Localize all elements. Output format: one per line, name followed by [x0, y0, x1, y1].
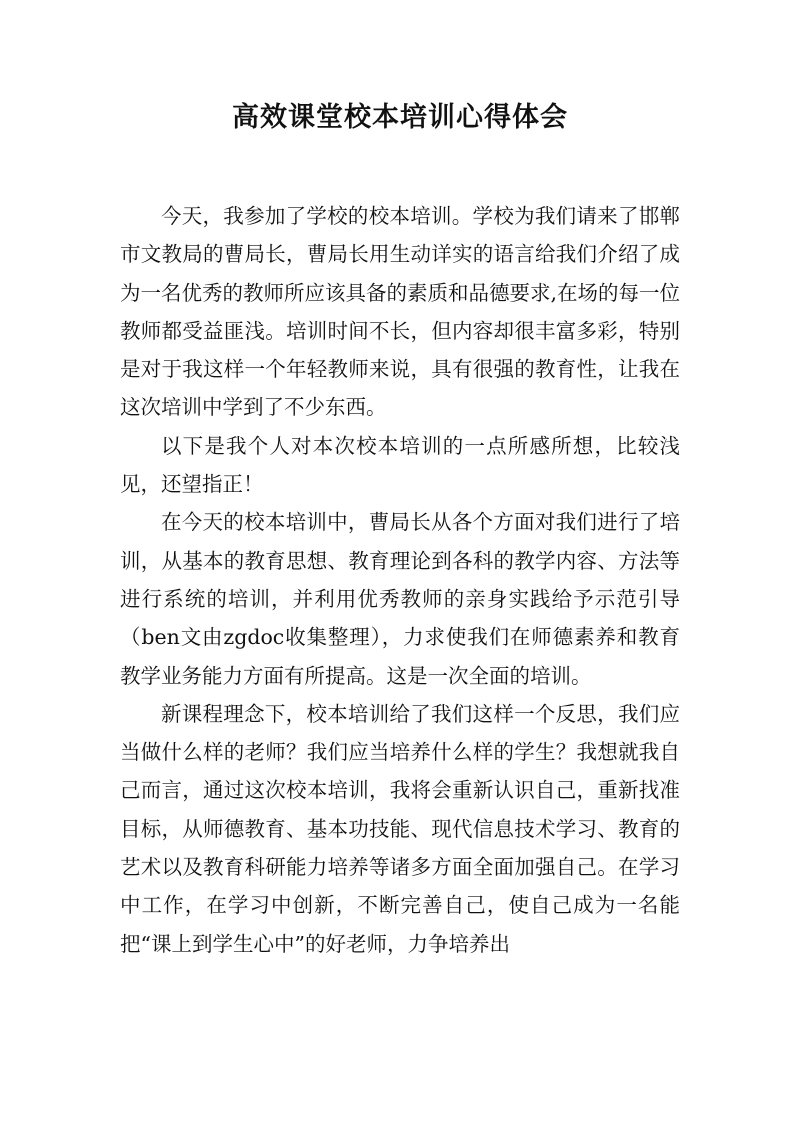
paragraph-1: 今天，我参加了学校的校本培训。学校为我们请来了邯郸市文教局的曹局长，曹局长用生动详实的语言给我们介绍了成为一名优秀的教师所应该具备的素质和品德要求,在场的每一位教师都受益匪浅。培训时间不长，但内容却很丰富多彩，特别是对于我这样一个年轻教师来说，具有很强的教育性，让我在这次培训中学到了不少东西。 [120, 204, 681, 420]
document-title: 高效课堂校本培训心得体会 [232, 102, 568, 133]
paragraph-2: 以下是我个人对本次校本培训的一点所感所想，比较浅见，还望指正！ [120, 433, 680, 497]
document-body [120, 197, 680, 963]
paragraph-3: 在今天的校本培训中，曹局长从各个方面对我们进行了培训，从基本的教育思想、教育理论到各科的教学内容、方法等进行系统的培训，并利用优秀教师的亲身实践给予示范引导（ben文由zgdoc收集整理），力求使我们在师德素养和教育教学业务能力方面有所提高。这是一次全面的培训。 [120, 510, 680, 688]
paragraph-4: 新课程理念下，校本培训给了我们这样一个反思，我们应当做什么样的老师？我们应当培养什么样的学生？我想就我自己而言，通过这次校本培训，我将会重新认识自己，重新找准目标，从师德教育、基本功技能、现代信息技术学习、教育的艺术以及教育科研能力培养等诸多方面全面加强自己。在学习中工作，在学习中创新，不断完善自己，使自己成为一名能把“课上到学生心中”的好老师，力争培养出 [120, 701, 680, 956]
